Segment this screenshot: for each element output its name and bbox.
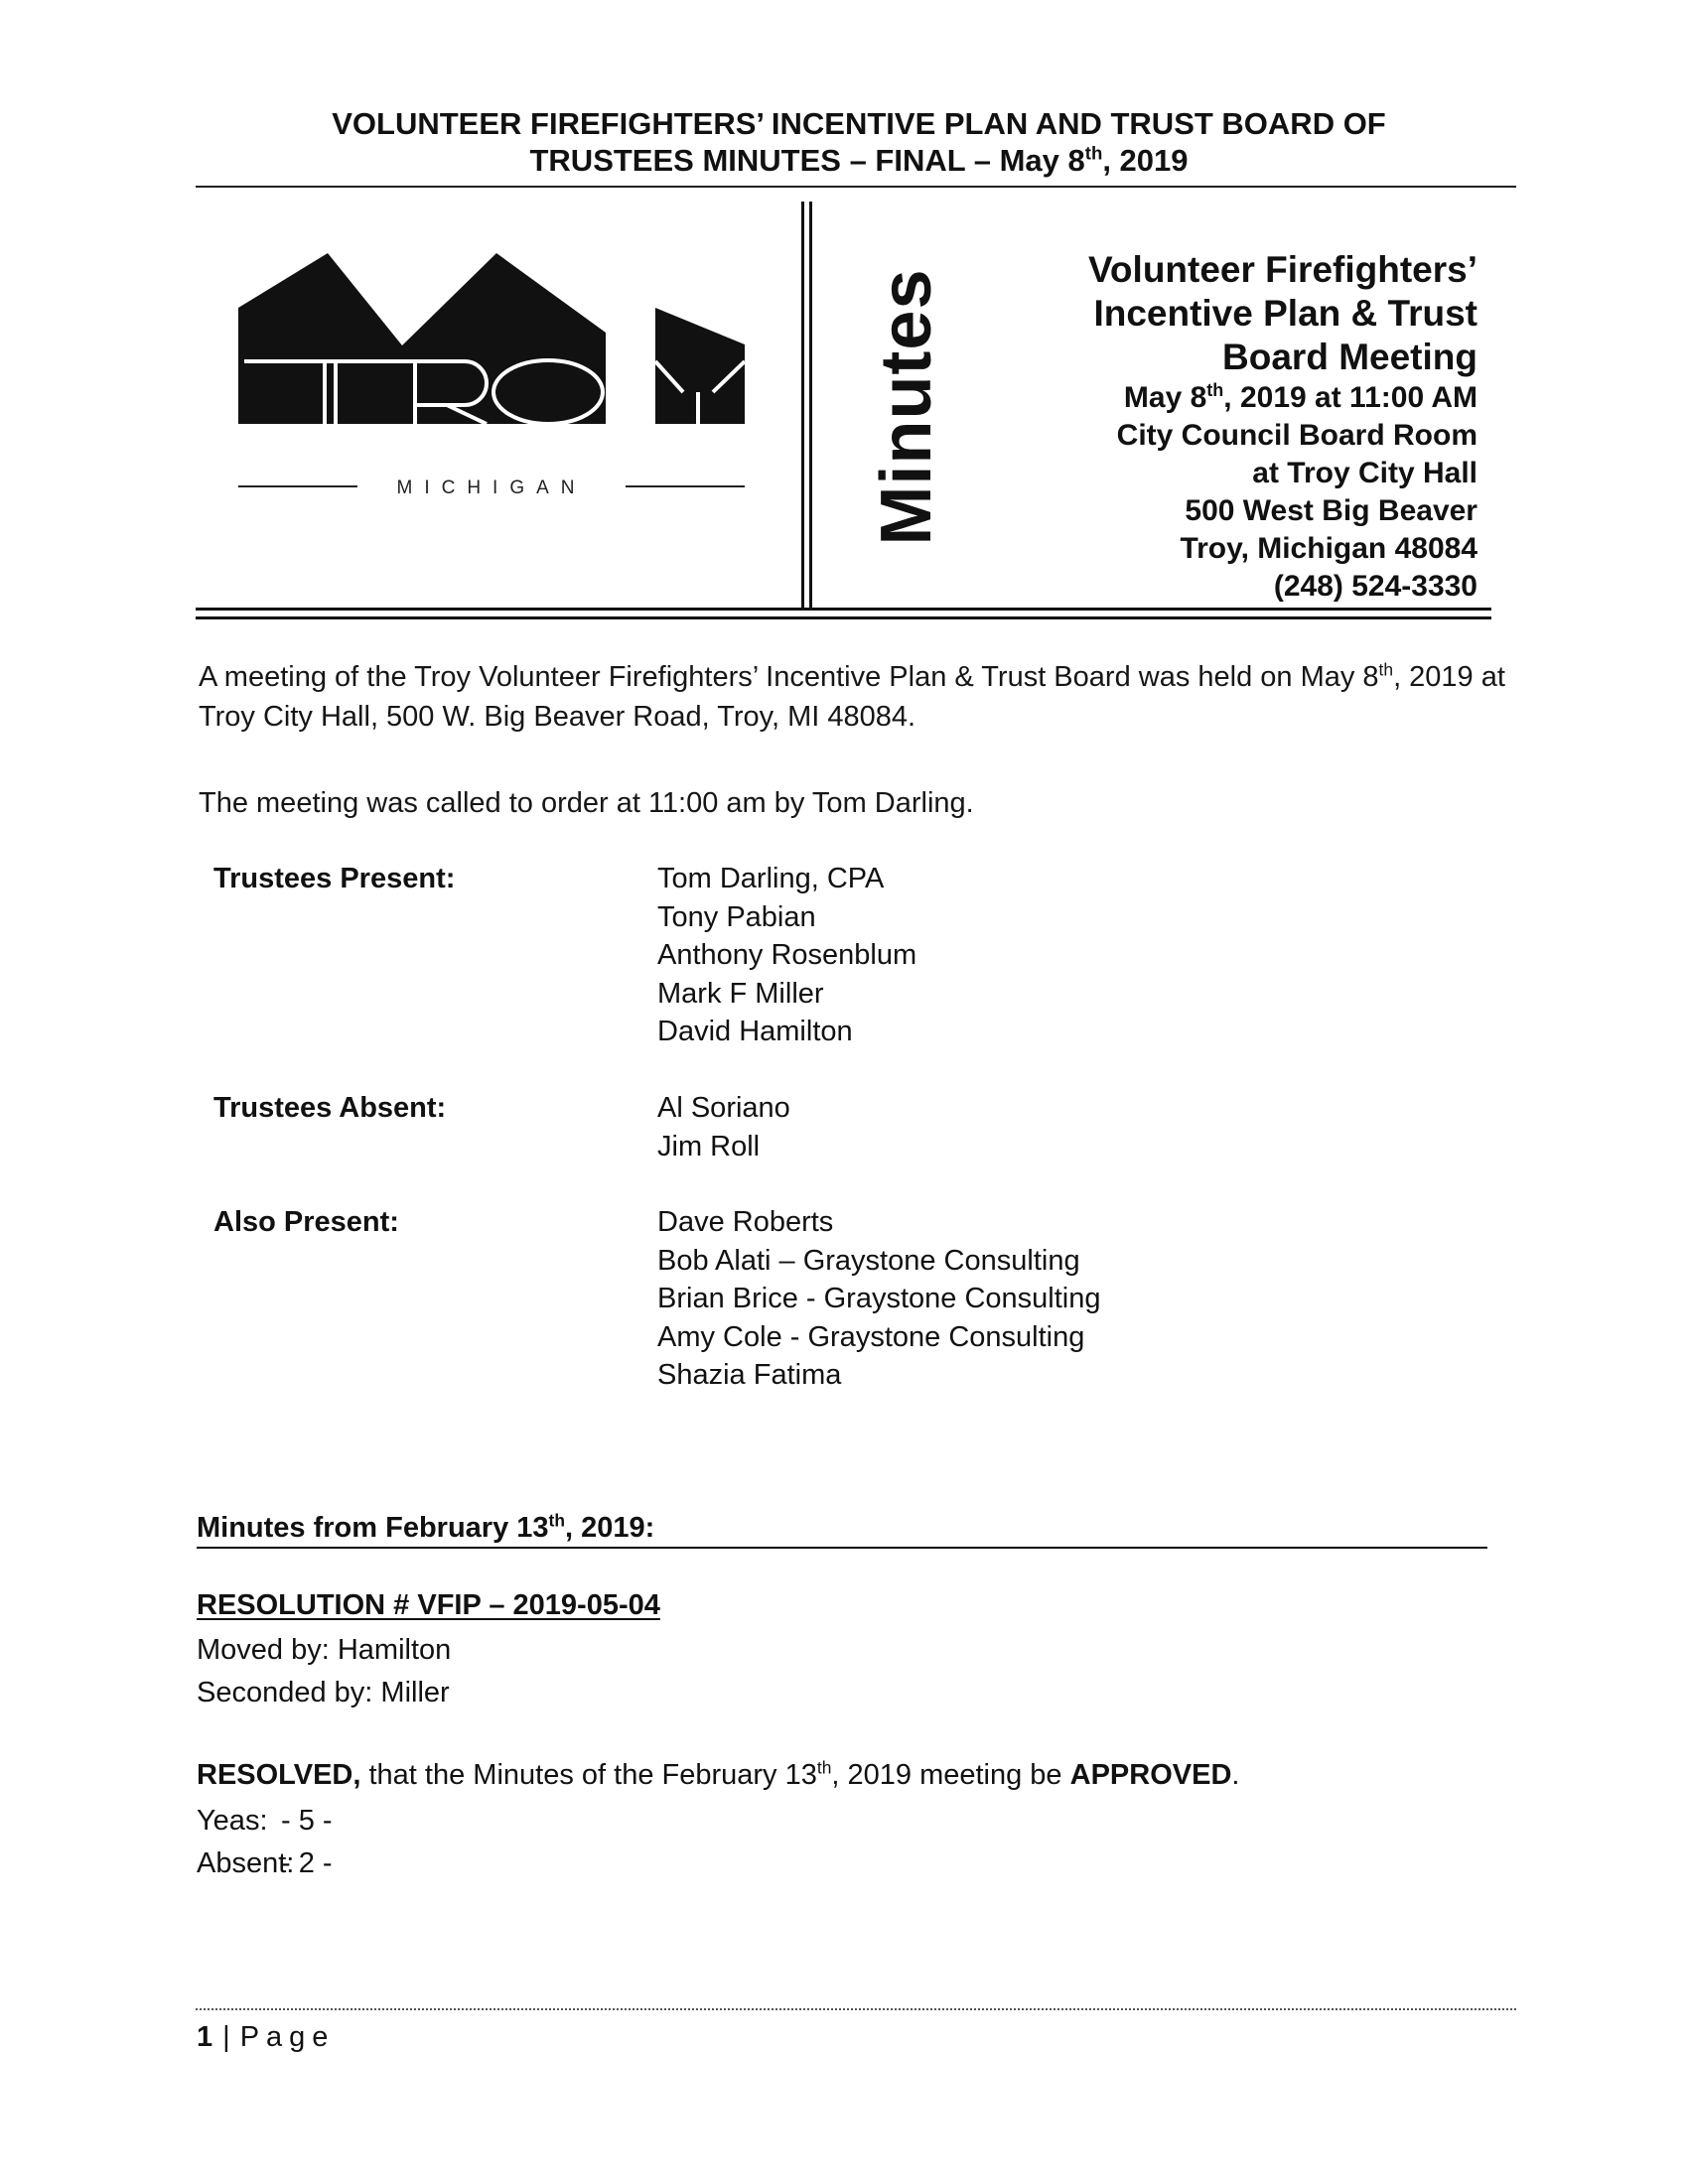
list-item: Al Soriano (657, 1092, 790, 1124)
meeting-date: May 8th, 2019 at 11:00 AM (1123, 380, 1477, 414)
trustees-absent-label: Trustees Absent: (213, 1092, 447, 1124)
list-item: Brian Brice - Graystone Consulting (657, 1283, 1101, 1314)
list-item: Tom Darling, CPA (657, 863, 885, 894)
document-title (199, 105, 1519, 179)
trustees-absent-list (657, 1089, 790, 1165)
list-item: David Hamilton (657, 1016, 853, 1047)
page-word: Page (239, 2021, 336, 2053)
list-item: Tony Pabian (657, 900, 816, 933)
trustees-present-list (657, 860, 916, 1051)
meeting-name-line-2: Incentive Plan & Trust (1093, 293, 1477, 334)
title-line-1: VOLUNTEER FIREFIGHTERS’ INCENTIVE PLAN AND TRUST BOARD OF (332, 106, 1386, 141)
title-rule (196, 186, 1516, 188)
list-item: Bob Alati – Graystone Consulting (657, 1244, 1080, 1277)
list-item: Amy Cole - Graystone Consulting (657, 1320, 1085, 1353)
called-to-order: The meeting was called to order at 11:00 am by Tom Darling. (199, 787, 974, 819)
meeting-phone: (248) 524-3330 (1273, 570, 1477, 603)
seconded-by: Seconded by: Miller (197, 1677, 450, 1708)
yeas-row: Yeas: - 5 - (197, 1805, 333, 1837)
header-rule-double (196, 616, 1491, 619)
meeting-city: Troy, Michigan 48084 (1180, 532, 1477, 565)
meeting-name-line-1: Volunteer Firefighters’ (1088, 249, 1477, 290)
troy-logo (238, 253, 745, 496)
yeas-value: - 5 - (281, 1805, 333, 1837)
meeting-street: 500 West Big Beaver (1185, 494, 1477, 527)
also-present-label: Also Present: (213, 1206, 399, 1238)
meeting-room: City Council Board Room (1116, 419, 1477, 452)
moved-by: Moved by: Hamilton (197, 1634, 452, 1666)
also-present-list (657, 1203, 1100, 1395)
footer-rule (196, 2008, 1516, 2010)
list-item: Jim Roll (657, 1130, 761, 1162)
resolved-statement: RESOLVED, that the Minutes of the February 13th, 2019 meeting be APPROVED. (197, 1757, 1240, 1791)
list-item: Dave Roberts (657, 1206, 834, 1238)
page-footer (197, 2018, 335, 2056)
header-rule (196, 608, 1491, 611)
logo-subtitle: MICHIGAN (396, 478, 587, 496)
page-number: 1 (197, 2021, 213, 2053)
vertical-divider (801, 202, 804, 609)
meeting-info (961, 248, 1477, 606)
page-separator: | (222, 2021, 230, 2053)
absent-value: - 2 - (281, 1847, 333, 1879)
title-line-2: TRUSTEES MINUTES – FINAL – May 8th, 2019 (529, 142, 1189, 178)
list-item: Mark F Miller (657, 977, 824, 1010)
list-item: Shazia Fatima (657, 1359, 842, 1391)
absent-row: Absent:- 2 - (197, 1847, 333, 1879)
meeting-venue: at Troy City Hall (1252, 457, 1477, 489)
trustees-present-label: Trustees Present: (213, 863, 456, 894)
minutes-side-label: Minutes (867, 268, 946, 546)
resolution-motion (197, 1629, 451, 1714)
meeting-name-line-3: Board Meeting (1222, 337, 1477, 377)
resolution-number: RESOLUTION # VFIP – 2019-05-04 (197, 1589, 660, 1621)
vertical-divider-double (809, 202, 812, 609)
list-item: Anthony Rosenblum (657, 939, 917, 971)
intro-paragraph: A meeting of the Troy Volunteer Firefighters’ Incentive Plan & Trust Board was held on May 8th, 2019 at Troy City Hall, 500 W. Big Beaver Road, Troy, MI 48084. (199, 659, 1505, 733)
vote-tally (197, 1800, 333, 1885)
minutes-section-heading: Minutes from February 13th, 2019: (197, 1509, 1487, 1549)
